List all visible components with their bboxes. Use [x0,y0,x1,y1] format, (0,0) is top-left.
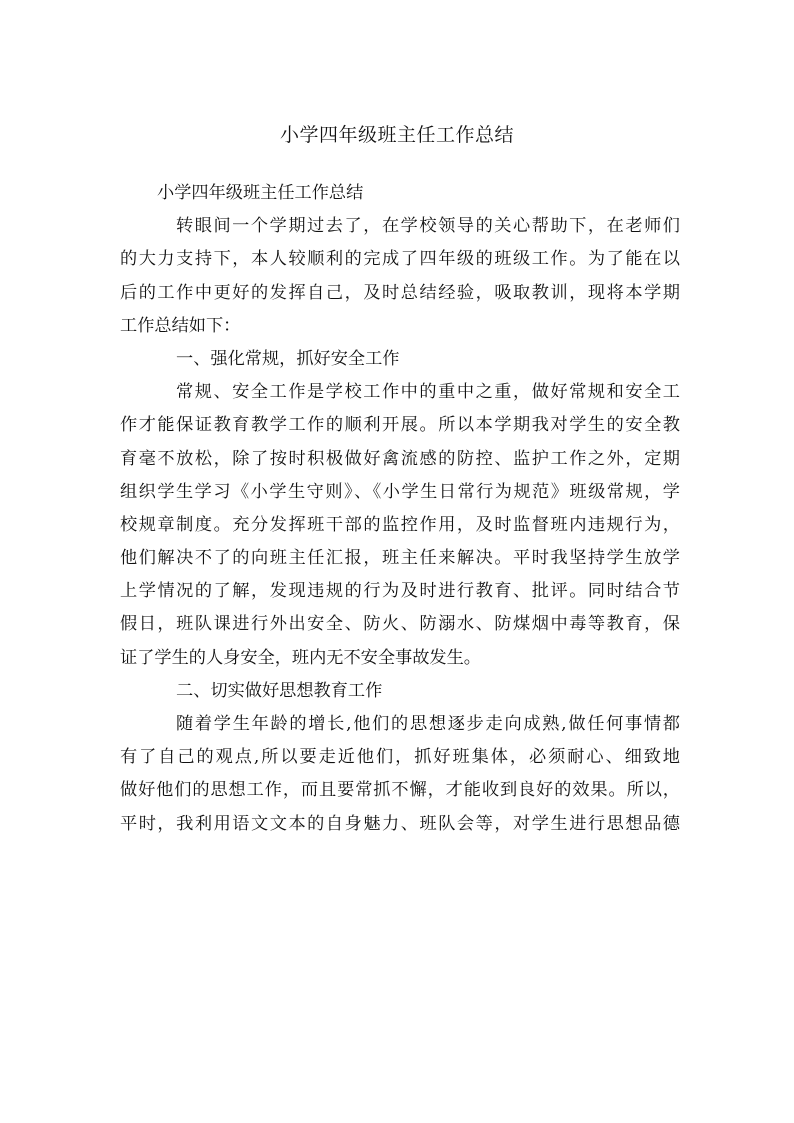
paragraph-line: 育毫不放松，除了按时积极做好禽流感的防控、监护工作之外，定期 [120,448,680,469]
paragraph-line: 证了学生的人身安全，班内无不安全事故发生。 [120,647,481,668]
paragraph-line: 组织学生学习《小学生守则》、《小学生日常行为规范》班级常规，学 [120,481,680,502]
paragraph-line: 做好他们的思想工作，而且要常抓不懈，才能收到良好的效果。所以， [120,780,680,801]
document-subtitle: 小学四年级班主任工作总结 [157,183,364,203]
paragraph-line: 转眼间一个学期过去了，在学校领导的关心帮助下，在老师们 [176,216,680,237]
paragraph-line: 他们解决不了的向班主任汇报，班主任来解决。平时我坚持学生放学 [120,548,680,569]
paragraph-line: 工作总结如下： [120,315,241,336]
paragraph-line: 假日，班队课进行外出安全、防火、防溺水、防煤烟中毒等教育，保 [120,614,680,635]
paragraph-line: 有了自己的观点,所以要走近他们，抓好班集体，必须耐心、细致地 [120,747,680,768]
paragraph-line: 平时，我利用语文文本的自身魅力、班队会等，对学生进行思想品德 [120,813,680,834]
paragraph-line: 作才能保证教育教学工作的顺利开展。所以本学期我对学生的安全教 [120,415,680,436]
document-body [120,177,680,841]
section-heading: 二、切实做好思想教育工作 [176,680,383,701]
paragraph-line: 上学情况的了解，发现违规的行为及时进行教育、批评。同时结合节 [120,581,680,602]
section-heading: 一、强化常规，抓好安全工作 [176,348,400,369]
paragraph-line: 的大力支持下，本人较顺利的完成了四年级的班级工作。为了能在以 [120,249,680,270]
paragraph-line: 常规、安全工作是学校工作中的重中之重，做好常规和安全工 [176,382,680,403]
paragraph-line: 后的工作中更好的发挥自己，及时总结经验，吸取教训，现将本学期 [120,282,680,303]
paragraph-line: 随着学生年龄的增长,他们的思想逐步走向成熟,做任何事情都 [176,714,680,734]
document-title: 小学四年级班主任工作总结 [279,124,514,146]
paragraph-line: 校规章制度。充分发挥班干部的监控作用，及时监督班内违规行为， [120,514,680,535]
